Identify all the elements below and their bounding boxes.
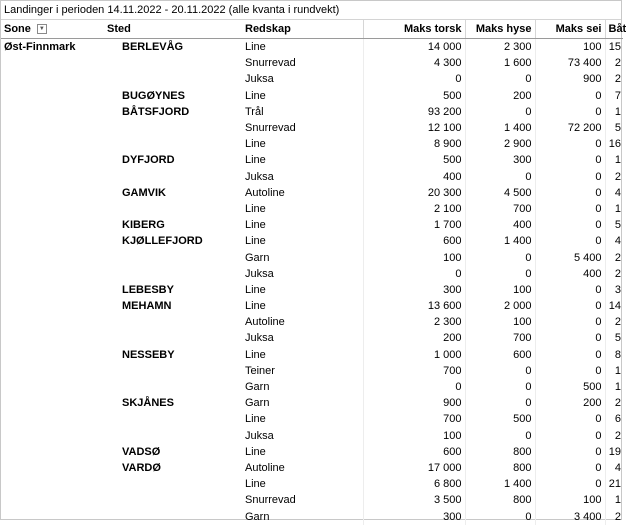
cell-sone: [1, 104, 104, 120]
table-row: [1, 217, 623, 233]
table-row: [1, 395, 623, 411]
cell-sone: [1, 152, 104, 168]
cell-redskap: Line: [242, 217, 363, 233]
cell-sone: [1, 88, 104, 104]
cell-maks-hyse: 600: [465, 347, 535, 363]
cell-sted: [104, 314, 242, 330]
cell-maks-hyse: 0: [465, 508, 535, 524]
cell-bat: 4: [614, 235, 621, 248]
cell-redskap: Autoline: [242, 185, 363, 201]
cell-sone: [1, 460, 104, 476]
cell-redskap: Juksa: [242, 428, 363, 444]
header-redskap[interactable]: Redskap: [242, 20, 363, 39]
cell-sone: [1, 330, 104, 346]
cell-redskap: Line: [242, 411, 363, 427]
header-maks-torsk[interactable]: Maks torsk: [363, 20, 465, 39]
table-row: [1, 363, 623, 379]
cell-maks-hyse: 100: [465, 282, 535, 298]
cell-bat: 2: [614, 429, 621, 442]
cell-maks-sei: 72 200: [535, 120, 605, 136]
cell-bat: 2: [614, 397, 621, 410]
table-row: [1, 492, 623, 508]
cell-sone: [1, 249, 104, 265]
table-row: [1, 347, 623, 363]
cell-sted: [104, 492, 242, 508]
cell-redskap: Juksa: [242, 330, 363, 346]
header-sone[interactable]: [1, 20, 104, 39]
header-sted[interactable]: Sted: [104, 20, 242, 39]
cell-bat: 2: [614, 73, 621, 86]
cell-maks-torsk: 3 500: [363, 492, 465, 508]
cell-maks-hyse: 0: [465, 249, 535, 265]
cell-maks-hyse: 800: [465, 444, 535, 460]
cell-redskap: Garn: [242, 249, 363, 265]
table-row: [1, 508, 623, 524]
header-bat[interactable]: Båt: [605, 20, 623, 39]
cell-sted: [104, 266, 242, 282]
cell-redskap: Snurrevad: [242, 120, 363, 136]
cell-sted: BUGØYNES: [122, 89, 185, 102]
table-row: [1, 411, 623, 427]
cell-maks-sei: 0: [535, 104, 605, 120]
cell-maks-hyse: 0: [465, 363, 535, 379]
cell-maks-hyse: 400: [465, 217, 535, 233]
table-row: [1, 476, 623, 492]
cell-bat: 4: [614, 461, 621, 474]
cell-sone: [1, 233, 104, 249]
cell-sone: [1, 476, 104, 492]
cell-redskap: Garn: [242, 395, 363, 411]
cell-maks-torsk: 20 300: [363, 185, 465, 201]
cell-maks-sei: 0: [535, 136, 605, 152]
cell-maks-hyse: 2 900: [465, 136, 535, 152]
cell-maks-hyse: 100: [465, 314, 535, 330]
cell-maks-torsk: 12 100: [363, 120, 465, 136]
cell-sted: VADSØ: [122, 445, 161, 458]
cell-maks-hyse: 2 300: [465, 39, 535, 56]
table-row: [1, 298, 623, 314]
cell-maks-hyse: 0: [465, 395, 535, 411]
table-row: [1, 152, 623, 168]
cell-sted: MEHAMN: [122, 300, 172, 313]
cell-maks-hyse: 0: [465, 266, 535, 282]
cell-maks-sei: 0: [535, 363, 605, 379]
cell-redskap: Line: [242, 298, 363, 314]
cell-maks-hyse: 700: [465, 201, 535, 217]
cell-bat: 8: [614, 348, 621, 361]
cell-maks-torsk: 0: [363, 71, 465, 87]
table-row: [1, 71, 623, 87]
cell-maks-sei: 100: [535, 492, 605, 508]
table-body: [1, 39, 623, 525]
cell-maks-torsk: 8 900: [363, 136, 465, 152]
table-row: [1, 169, 623, 185]
cell-maks-sei: 0: [535, 88, 605, 104]
cell-maks-torsk: 1 700: [363, 217, 465, 233]
cell-sted: [104, 120, 242, 136]
cell-maks-hyse: 0: [465, 71, 535, 87]
cell-maks-sei: 0: [535, 185, 605, 201]
table-row: [1, 379, 623, 395]
cell-sted: NESSEBY: [122, 348, 175, 361]
cell-sted: [104, 201, 242, 217]
cell-maks-sei: 0: [535, 347, 605, 363]
cell-sted: [104, 476, 242, 492]
cell-maks-sei: 73 400: [535, 55, 605, 71]
cell-redskap: Line: [242, 136, 363, 152]
table-row: [1, 185, 623, 201]
header-maks-hyse[interactable]: Maks hyse: [465, 20, 535, 39]
cell-sone: [1, 169, 104, 185]
cell-maks-torsk: 900: [363, 395, 465, 411]
cell-maks-hyse: 0: [465, 104, 535, 120]
cell-maks-hyse: 2 000: [465, 298, 535, 314]
cell-bat: 16: [608, 138, 621, 151]
cell-bat: 5: [614, 219, 621, 232]
table-row: [1, 136, 623, 152]
cell-maks-hyse: 1 400: [465, 233, 535, 249]
cell-sone: [1, 266, 104, 282]
cell-maks-torsk: 600: [363, 233, 465, 249]
landings-table: [1, 20, 626, 525]
header-maks-sei[interactable]: Maks sei: [535, 20, 605, 39]
cell-bat: 1: [614, 381, 621, 394]
table-row: [1, 266, 623, 282]
table-row: [1, 88, 623, 104]
cell-maks-hyse: 1 400: [465, 476, 535, 492]
header-sone-label: Sone: [4, 23, 31, 35]
cell-sted: [104, 411, 242, 427]
cell-maks-sei: 400: [535, 266, 605, 282]
cell-maks-torsk: 300: [363, 508, 465, 524]
cell-maks-torsk: 400: [363, 169, 465, 185]
cell-sone: [1, 71, 104, 87]
cell-sted: [104, 428, 242, 444]
cell-maks-sei: 0: [535, 233, 605, 249]
cell-maks-sei: 0: [535, 411, 605, 427]
cell-maks-hyse: 300: [465, 152, 535, 168]
cell-maks-torsk: 600: [363, 444, 465, 460]
cell-redskap: Trål: [242, 104, 363, 120]
cell-sted: DYFJORD: [122, 154, 175, 167]
cell-sted: KIBERG: [122, 219, 165, 232]
cell-maks-sei: 0: [535, 444, 605, 460]
cell-maks-sei: 100: [535, 39, 605, 56]
cell-maks-hyse: 1 400: [465, 120, 535, 136]
cell-bat: 1: [614, 105, 621, 118]
table-row: [1, 39, 623, 56]
cell-sone: [1, 55, 104, 71]
cell-redskap: Line: [242, 233, 363, 249]
cell-sted: SKJÅNES: [122, 397, 174, 410]
cell-sone: [1, 282, 104, 298]
cell-bat: 21: [608, 478, 621, 491]
cell-bat: 19: [608, 445, 621, 458]
cell-maks-hyse: 700: [465, 330, 535, 346]
cell-redskap: Snurrevad: [242, 55, 363, 71]
header-row: [1, 20, 623, 39]
cell-sted: GAMVIK: [122, 186, 166, 199]
cell-redskap: Line: [242, 201, 363, 217]
cell-maks-torsk: 300: [363, 282, 465, 298]
table-row: [1, 460, 623, 476]
table-row: [1, 444, 623, 460]
cell-redskap: Juksa: [242, 266, 363, 282]
cell-sted: [104, 379, 242, 395]
table-row: [1, 330, 623, 346]
cell-maks-torsk: 1 000: [363, 347, 465, 363]
cell-maks-hyse: 800: [465, 492, 535, 508]
cell-sone: [1, 508, 104, 524]
cell-redskap: Juksa: [242, 71, 363, 87]
cell-bat: 2: [614, 510, 621, 523]
cell-maks-torsk: 0: [363, 266, 465, 282]
cell-bat: 2: [614, 170, 621, 183]
table-row: [1, 55, 623, 71]
cell-maks-sei: 5 400: [535, 249, 605, 265]
cell-sone: [1, 379, 104, 395]
cell-maks-torsk: 500: [363, 152, 465, 168]
table-row: [1, 104, 623, 120]
cell-maks-sei: 0: [535, 460, 605, 476]
cell-maks-torsk: 4 300: [363, 55, 465, 71]
cell-maks-hyse: 800: [465, 460, 535, 476]
cell-redskap: Line: [242, 152, 363, 168]
cell-redskap: Autoline: [242, 460, 363, 476]
cell-sone: [1, 136, 104, 152]
cell-maks-torsk: 93 200: [363, 104, 465, 120]
cell-sted: [104, 169, 242, 185]
cell-maks-sei: 3 400: [535, 508, 605, 524]
cell-maks-torsk: 200: [363, 330, 465, 346]
cell-maks-sei: 200: [535, 395, 605, 411]
cell-maks-torsk: 0: [363, 379, 465, 395]
cell-redskap: Snurrevad: [242, 492, 363, 508]
cell-bat: 14: [608, 300, 621, 313]
cell-sted: LEBESBY: [122, 283, 174, 296]
cell-sone: [1, 428, 104, 444]
cell-sone: [1, 444, 104, 460]
cell-maks-torsk: 100: [363, 428, 465, 444]
cell-maks-hyse: 0: [465, 379, 535, 395]
cell-bat: 1: [614, 494, 621, 507]
cell-bat: 1: [614, 154, 621, 167]
cell-bat: 2: [614, 251, 621, 264]
cell-bat: 1: [614, 364, 621, 377]
cell-maks-sei: 0: [535, 201, 605, 217]
cell-maks-sei: 0: [535, 298, 605, 314]
cell-sted: [104, 136, 242, 152]
cell-sted: BÅTSFJORD: [122, 105, 190, 118]
cell-sone: [1, 314, 104, 330]
cell-redskap: Line: [242, 476, 363, 492]
cell-bat: 2: [614, 57, 621, 70]
cell-maks-torsk: 2 300: [363, 314, 465, 330]
cell-redskap: Line: [242, 347, 363, 363]
cell-redskap: Line: [242, 88, 363, 104]
cell-bat: 15: [608, 41, 621, 54]
cell-sone: [1, 395, 104, 411]
table-row: [1, 282, 623, 298]
cell-maks-torsk: 100: [363, 249, 465, 265]
table-row: [1, 249, 623, 265]
cell-redskap: Teiner: [242, 363, 363, 379]
cell-bat: 5: [614, 122, 621, 135]
cell-redskap: Juksa: [242, 169, 363, 185]
cell-maks-hyse: 1 600: [465, 55, 535, 71]
cell-sone: [1, 217, 104, 233]
table-row: [1, 428, 623, 444]
cell-sted: [104, 55, 242, 71]
cell-maks-torsk: 500: [363, 88, 465, 104]
cell-bat: 1: [614, 202, 621, 215]
cell-maks-hyse: 4 500: [465, 185, 535, 201]
cell-maks-hyse: 200: [465, 88, 535, 104]
cell-sted: [104, 249, 242, 265]
cell-maks-sei: 900: [535, 71, 605, 87]
cell-sone: [1, 185, 104, 201]
cell-redskap: Garn: [242, 508, 363, 524]
cell-sted: BERLEVÅG: [122, 41, 184, 54]
cell-maks-sei: 0: [535, 330, 605, 346]
cell-sone: [1, 347, 104, 363]
cell-maks-sei: 0: [535, 217, 605, 233]
cell-sone: [1, 201, 104, 217]
filter-icon[interactable]: ▼: [37, 24, 47, 34]
cell-maks-sei: 0: [535, 428, 605, 444]
cell-sted: [104, 508, 242, 524]
cell-maks-sei: 0: [535, 476, 605, 492]
cell-sted: [104, 330, 242, 346]
cell-maks-torsk: 700: [363, 411, 465, 427]
cell-bat: 5: [614, 332, 621, 345]
cell-sone: [1, 120, 104, 136]
cell-redskap: Line: [242, 444, 363, 460]
table-row: [1, 233, 623, 249]
cell-maks-torsk: 13 600: [363, 298, 465, 314]
table-row: [1, 120, 623, 136]
cell-sted: [104, 71, 242, 87]
cell-sone: [1, 298, 104, 314]
cell-maks-hyse: 500: [465, 411, 535, 427]
cell-redskap: Line: [242, 282, 363, 298]
cell-sted: KJØLLEFJORD: [122, 235, 203, 248]
cell-redskap: Line: [242, 39, 363, 56]
table-row: [1, 201, 623, 217]
cell-maks-sei: 0: [535, 152, 605, 168]
cell-sone: [1, 492, 104, 508]
cell-bat: 7: [614, 89, 621, 102]
table-row: [1, 314, 623, 330]
cell-redskap: Garn: [242, 379, 363, 395]
cell-maks-sei: 0: [535, 169, 605, 185]
cell-maks-sei: 500: [535, 379, 605, 395]
cell-sone: Øst-Finnmark: [4, 41, 76, 54]
cell-sone: [1, 411, 104, 427]
cell-bat: 6: [614, 413, 621, 426]
cell-sted: VARDØ: [122, 461, 161, 474]
cell-maks-torsk: 2 100: [363, 201, 465, 217]
report-title: Landinger i perioden 14.11.2022 - 20.11.2022 (alle kvanta i rundvekt): [1, 1, 621, 20]
cell-sted: [104, 363, 242, 379]
cell-maks-sei: 0: [535, 314, 605, 330]
cell-redskap: Autoline: [242, 314, 363, 330]
cell-maks-torsk: 700: [363, 363, 465, 379]
cell-maks-torsk: 14 000: [363, 39, 465, 56]
cell-maks-torsk: 17 000: [363, 460, 465, 476]
cell-sone: [1, 363, 104, 379]
cell-maks-torsk: 6 800: [363, 476, 465, 492]
cell-bat: 2: [614, 267, 621, 280]
cell-bat: 3: [614, 283, 621, 296]
cell-maks-hyse: 0: [465, 169, 535, 185]
cell-maks-sei: 0: [535, 282, 605, 298]
cell-bat: 2: [614, 316, 621, 329]
cell-maks-hyse: 0: [465, 428, 535, 444]
cell-bat: 4: [614, 186, 621, 199]
